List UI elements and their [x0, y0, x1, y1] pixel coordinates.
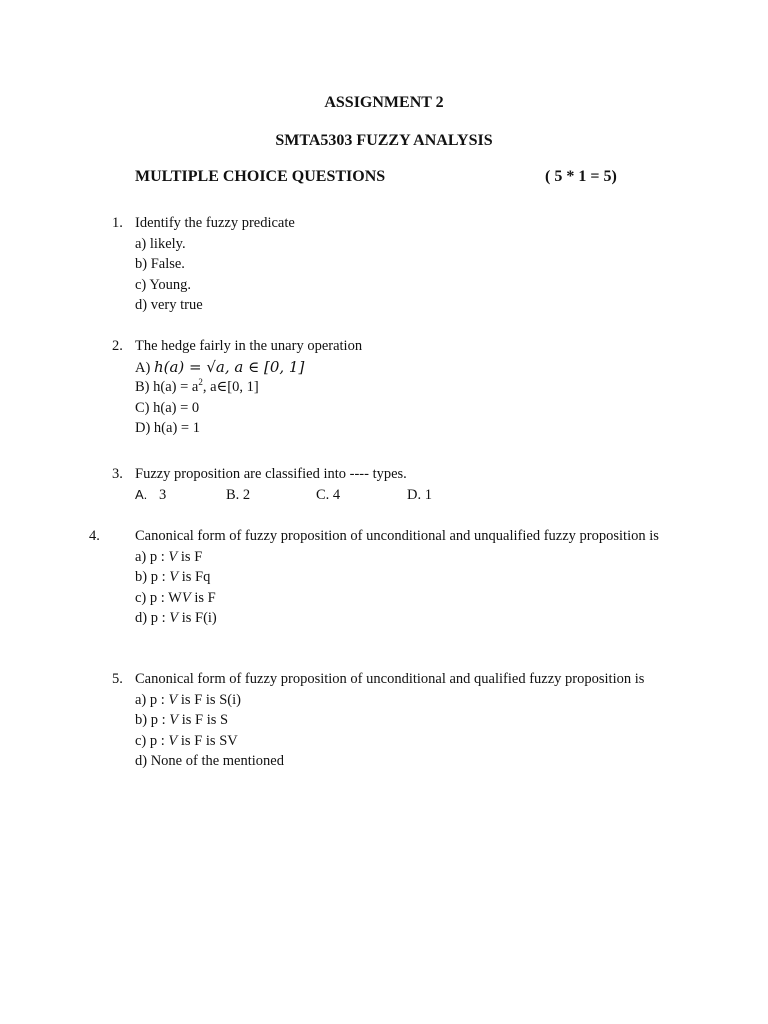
option-d: D. 1: [407, 486, 432, 503]
option-a: a) likely.: [135, 235, 186, 252]
question-text: Identify the fuzzy predicate: [135, 215, 295, 231]
option-b: b) False.: [135, 256, 185, 272]
question-text: The hedge fairly in the unary operation: [135, 338, 363, 354]
option-d: d) p : V is F(i): [135, 610, 217, 626]
option-c: C) h(a) = 0: [135, 399, 200, 416]
question-2: [112, 336, 672, 439]
question-number: 4.: [89, 528, 100, 544]
option-a-label: A.: [135, 486, 148, 502]
formula-sqrt: h(a) = √a, a ∈ [0, 1]: [153, 357, 305, 376]
option-a: [112, 357, 672, 378]
option-a: a) p : V is F: [135, 548, 203, 565]
question-text: Fuzzy proposition are classified into ---- types.: [135, 466, 407, 482]
section-title: MULTIPLE CHOICE QUESTIONS: [135, 168, 386, 185]
option-c: C. 4: [316, 486, 341, 503]
question-5: [112, 669, 672, 772]
option-b: b) p : V is F is S: [135, 712, 229, 728]
assignment-title: ASSIGNMENT 2: [324, 94, 444, 111]
option-b: [112, 377, 672, 398]
question-number: 3.: [112, 466, 123, 482]
marks-allocation: ( 5 * 1 = 5): [545, 168, 617, 185]
option-label: A): [135, 359, 151, 376]
option-label: B): [135, 379, 150, 395]
option-d: D) h(a) = 1: [135, 420, 200, 436]
option-b: b) p : V is Fq: [135, 569, 211, 585]
option-d: d) very true: [135, 297, 203, 313]
question-number: 2.: [112, 338, 123, 354]
question-3: [112, 464, 672, 505]
option-c: c) p : WV is F: [135, 589, 216, 606]
option-a-value: 3: [159, 486, 167, 503]
option-row: [112, 485, 672, 506]
option-d: d) None of the mentioned: [135, 753, 284, 769]
option-a: a) p : V is F is S(i): [135, 691, 241, 708]
question-text: Canonical form of fuzzy proposition of unconditional and unqualified fuzzy proposition is: [135, 528, 659, 544]
question-text: Canonical form of fuzzy proposition of unconditional and qualified fuzzy proposition is: [135, 671, 645, 687]
section-heading: [135, 168, 635, 186]
course-title: SMTA5303 FUZZY ANALYSIS: [275, 132, 493, 149]
question-number: 5.: [112, 671, 123, 687]
question-number: 1.: [112, 215, 123, 231]
option-b: B. 2: [226, 486, 251, 503]
option-c: c) Young.: [135, 276, 191, 293]
question-1: [112, 213, 672, 316]
formula-square: $h(a) = a^2$, a∈[0, 1]: [153, 377, 259, 395]
question-4: [89, 526, 672, 629]
option-c: c) p : V is F is SV: [135, 732, 238, 749]
